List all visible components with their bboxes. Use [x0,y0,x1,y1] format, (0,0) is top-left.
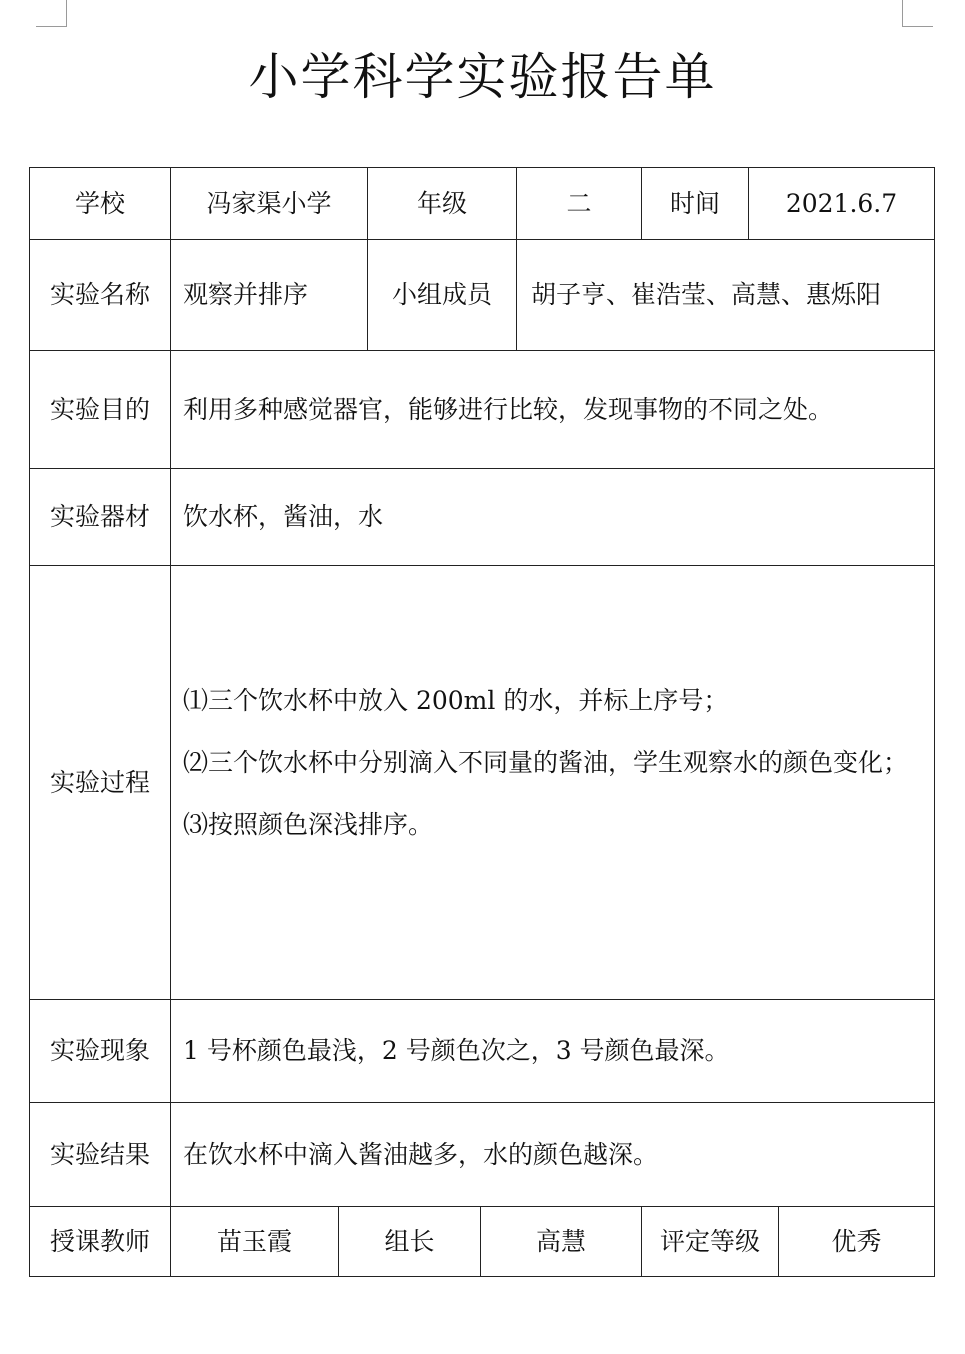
materials-label: 实验器材 [29,468,171,566]
materials-value: 饮水杯，酱油，水 [170,468,935,566]
phenomenon-value: 1 号杯颜色最浅，2 号颜色次之，3 号颜色最深。 [170,999,935,1103]
teacher-label: 授课教师 [29,1206,171,1277]
process-step-3: ⑶按照颜色深浅排序。 [183,810,434,839]
purpose-value: 利用多种感觉器官，能够进行比较，发现事物的不同之处。 [170,350,935,469]
leader-label: 组长 [338,1206,481,1277]
rating-value: 优秀 [778,1206,935,1277]
leader-value: 高慧 [480,1206,642,1277]
group-members-value: 胡子亨、崔浩莹、高慧、惠烁阳 [516,239,935,351]
grade-value: 二 [516,167,642,240]
teacher-value: 苗玉霞 [170,1206,339,1277]
experiment-name-label: 实验名称 [29,239,171,351]
experiment-name-value: 观察并排序 [170,239,368,351]
corner-mark-left [36,0,67,27]
result-label: 实验结果 [29,1102,171,1207]
group-members-label: 小组成员 [367,239,517,351]
purpose-label: 实验目的 [29,350,171,469]
school-label: 学校 [29,167,171,240]
process-step-1: ⑴三个饮水杯中放入 200ml 的水，并标上序号； [183,686,729,715]
corner-mark-right [902,0,933,27]
school-value: 冯家渠小学 [170,167,368,240]
process-step-2: ⑵三个饮水杯中分别滴入不同量的酱油，学生观察水的颜色变化； [183,748,909,777]
grade-label: 年级 [367,167,517,240]
process-value [170,565,935,1000]
time-value: 2021.6.7 [748,167,935,240]
rating-label: 评定等级 [641,1206,779,1277]
time-label: 时间 [641,167,749,240]
report-table [29,167,935,1277]
page-title: 小学科学实验报告单 [248,48,717,106]
process-label: 实验过程 [29,565,171,1000]
phenomenon-label: 实验现象 [29,999,171,1103]
result-value: 在饮水杯中滴入酱油越多，水的颜色越深。 [170,1102,935,1207]
